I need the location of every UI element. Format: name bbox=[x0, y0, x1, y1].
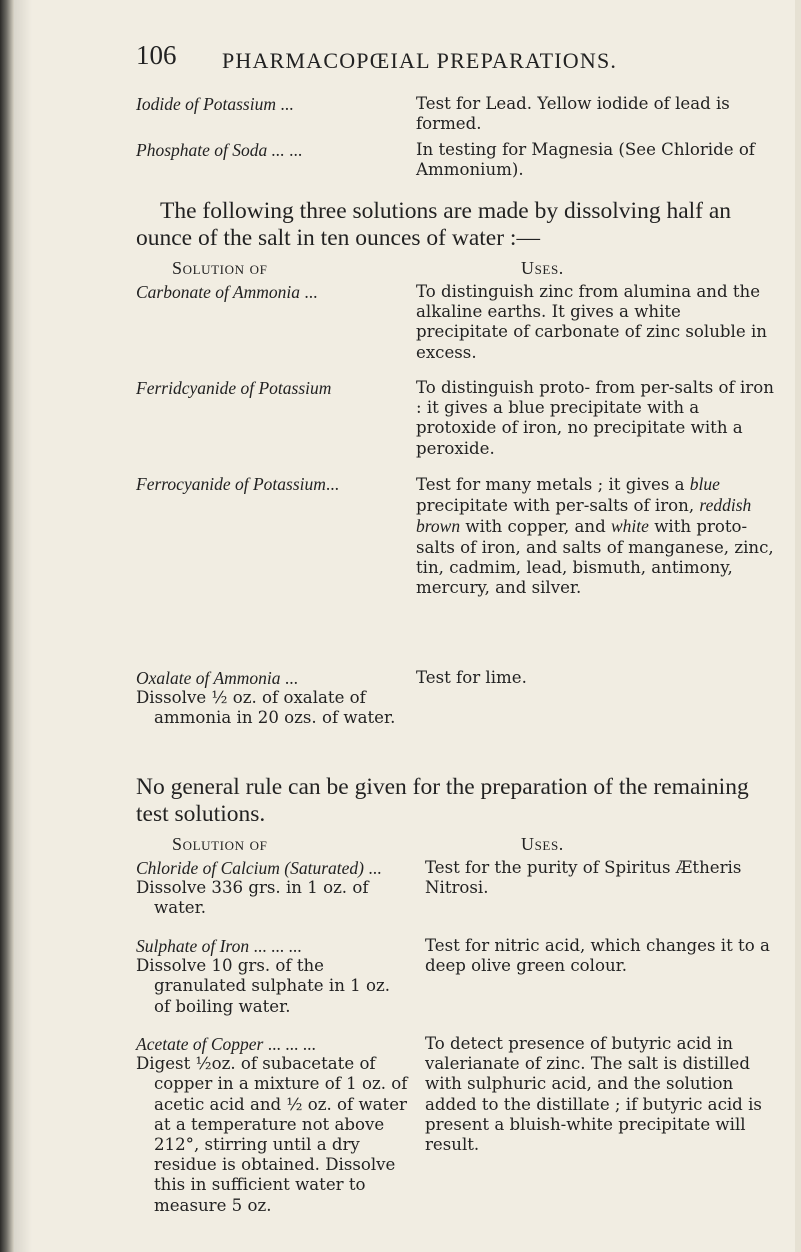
entry-use: Test for the purity of Spiritus Ætheris Nitrosi. bbox=[425, 858, 742, 898]
entry-use: Test for Lead. Yellow iodide of lead is formed. bbox=[416, 94, 730, 134]
entry-use: To distinguish zinc from alumina and the alkaline earths. It gives a white precipitate of carbonate of zinc soluble in excess. bbox=[416, 282, 767, 362]
entry-preparation: Dissolve 336 grs. in 1 oz. of water. bbox=[136, 878, 369, 918]
entry-name: Carbonate of Ammonia ... bbox=[136, 282, 318, 302]
entry-name: Chloride of Calcium (Saturated) ... Dissolve 336 grs. in 1 oz. of water. bbox=[136, 858, 411, 919]
entry-use: Test for nitric acid, which changes it to a deep olive green colour. bbox=[425, 936, 770, 976]
entry-name: Oxalate of Ammonia ... Dissolve ½ oz. of oxalate of ammonia in 20 ozs. of water. bbox=[136, 668, 398, 729]
entry-ferridcyanide-of-potassium bbox=[136, 378, 776, 468]
entry-name: Sulphate of Iron ... ... ... Dissolve 10 grs. of the granulated sulphate in 1 oz. of boiling water. bbox=[136, 936, 411, 1017]
entry-use: Test for many metals ; it gives a blue precipitate with per-salts of iron, reddish brown with copper, and white with proto-salts of iron, and salts of manganese, zinc, tin, cadmim, lead, bismuth, antimony, mercury, and silver. bbox=[416, 474, 774, 598]
entry-phosphate-of-soda bbox=[136, 140, 776, 182]
intro-paragraph: The following three solutions are made by dissolving half an ounce of the salt in ten ounces of water :— bbox=[136, 198, 732, 251]
entry-use: In testing for Magnesia (See Chloride of Ammonium). bbox=[416, 140, 755, 180]
entry-preparation: Dissolve 10 grs. of the granulated sulphate in 1 oz. of boiling water. bbox=[136, 956, 390, 1016]
italic-blue: blue bbox=[689, 474, 720, 494]
running-head: PHARMACOPŒIAL PREPARATIONS. bbox=[222, 48, 618, 73]
entry-chloride-of-calcium bbox=[136, 858, 776, 926]
column-header-solution: Solution of bbox=[172, 258, 268, 278]
gutter-shadow bbox=[14, 0, 32, 1252]
entry-name: Ferrocyanide of Potassium... bbox=[136, 474, 340, 494]
entry-sulphate-of-iron bbox=[136, 936, 776, 1026]
entry-iodide-of-potassium bbox=[136, 94, 776, 136]
entry-oxalate-of-ammonia bbox=[136, 668, 776, 758]
entry-acetate-of-copper bbox=[136, 1034, 776, 1234]
entry-preparation: Digest ½oz. of subacetate of copper in a mixture of 1 oz. of acetic acid and ½ oz. of water at a temperature not above 212°, stirring until a dry residue is obtained. Dissolve this in sufficient water to measure 5 oz. bbox=[136, 1054, 408, 1215]
entry-name: Iodide of Potassium ... bbox=[136, 94, 294, 114]
italic-white: white bbox=[611, 516, 649, 537]
column-header-uses: Uses. bbox=[521, 258, 564, 278]
entry-name: Ferridcyanide of Potassium bbox=[136, 378, 332, 398]
entry-name: Acetate of Copper ... ... ... Digest ½oz. of subacetate of copper in a mixture of 1 oz. of acetic acid and ½ oz. of water at a temperature not above 212°, stirring until a dry residue is obtained. Dissolve this in sufficient water to measure 5 oz. bbox=[136, 1034, 411, 1216]
entry-use: Test for lime. bbox=[416, 668, 527, 687]
column-header-uses: Uses. bbox=[521, 834, 564, 854]
middle-paragraph: No general rule can be given for the preparation of the remaining test solutions. bbox=[136, 774, 749, 827]
book-spine-shadow bbox=[0, 0, 14, 1252]
entry-ferrocyanide-of-potassium bbox=[136, 474, 776, 654]
page-edge bbox=[795, 0, 801, 1252]
entry-preparation: Dissolve ½ oz. of oxalate of ammonia in 20 ozs. of water. bbox=[136, 688, 396, 728]
entry-carbonate-of-ammonia bbox=[136, 282, 776, 372]
entry-use: To detect presence of butyric acid in valerianate of zinc. The salt is distilled with sulphuric acid, and the solution added to the distillate ; if butyric acid is present a bluish-white precipitate will result. bbox=[425, 1034, 762, 1155]
entry-name: Phosphate of Soda ... ... bbox=[136, 140, 303, 160]
column-header-solution: Solution of bbox=[172, 834, 268, 854]
page-number: 106 bbox=[136, 40, 177, 70]
entry-use: To distinguish proto- from per-salts of iron : it gives a blue precipitate with a protoxide of iron, no precipitate with a peroxide. bbox=[416, 378, 774, 458]
italic-reddish-brown: reddish brown bbox=[416, 495, 752, 537]
